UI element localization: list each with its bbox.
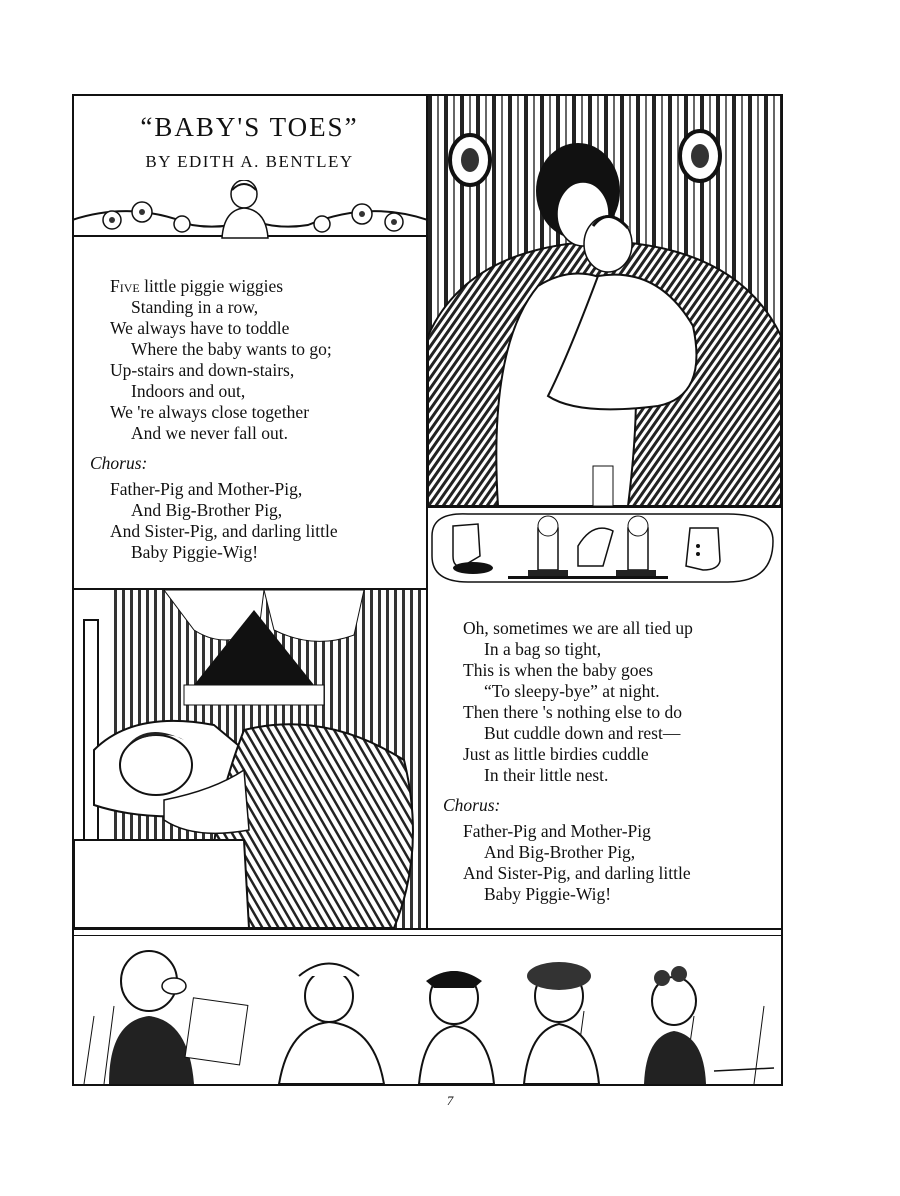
chorus-line: Father-Pig and Mother-Pig,	[110, 479, 303, 499]
chorus-line: And Big-Brother Pig,	[484, 842, 636, 862]
verse-one-line: Five little piggie wiggies	[110, 276, 284, 296]
verse-two-line: Oh, sometimes we are all tied up	[463, 618, 693, 638]
sleeping-baby-illustration	[74, 590, 426, 928]
verse-two-line: This is when the baby goes	[463, 660, 654, 680]
verse-one-line: We 're always close together	[110, 402, 310, 422]
chorus-line: And Sister-Pig, and darling little	[110, 521, 338, 541]
pig-family-frieze	[74, 936, 781, 1084]
mother-child-icon	[428, 96, 781, 506]
chorus-line: Baby Piggie-Wig!	[484, 884, 612, 904]
chorus-line: Baby Piggie-Wig!	[131, 542, 259, 562]
baby-shoes-socks-icon	[428, 506, 781, 588]
mother-child-illustration	[428, 96, 781, 506]
verse-one-line: Standing in a row,	[131, 297, 259, 317]
chorus-line: Father-Pig and Mother-Pig	[463, 821, 651, 841]
chorus-label: Chorus:	[443, 795, 501, 815]
verse-two-line: But cuddle down and rest—	[484, 723, 681, 743]
poem-title: “BABY'S TOES”	[140, 112, 359, 142]
verse-two-line: In a bag so tight,	[484, 639, 602, 659]
page-number: 7	[446, 1093, 454, 1108]
pig-family-icon	[74, 936, 781, 1084]
verse-two-line: Then there 's nothing else to do	[463, 702, 682, 722]
chorus-line: And Sister-Pig, and darling little	[463, 863, 691, 883]
socks-shoes-illustration	[428, 506, 781, 588]
verse-one-line: Indoors and out,	[131, 381, 246, 401]
verse-one-line: And we never fall out.	[131, 423, 288, 443]
title-panel	[72, 94, 428, 254]
verse-one-line: Where the baby wants to go;	[131, 339, 332, 359]
verse-two-line: In their little nest.	[484, 765, 609, 785]
verse-two-line: “To sleepy-bye” at night.	[484, 681, 660, 701]
verse-one-line: Up-stairs and down-stairs,	[110, 360, 295, 380]
verse-two	[443, 618, 693, 905]
chorus-line: And Big-Brother Pig,	[131, 500, 283, 520]
verse-two-line: Just as little birdies cuddle	[463, 744, 649, 764]
baby-roses-vignette-icon	[72, 180, 428, 250]
verse-one-lead-word: Five	[110, 276, 140, 296]
sleeping-baby-icon	[74, 590, 426, 928]
poem-byline: BY EDITH A. BENTLEY	[145, 152, 354, 171]
horizontal-divider-bottom	[72, 928, 783, 930]
verse-one-line: We always have to toddle	[110, 318, 290, 338]
chorus-label: Chorus:	[90, 453, 148, 473]
verse-one	[90, 276, 338, 563]
